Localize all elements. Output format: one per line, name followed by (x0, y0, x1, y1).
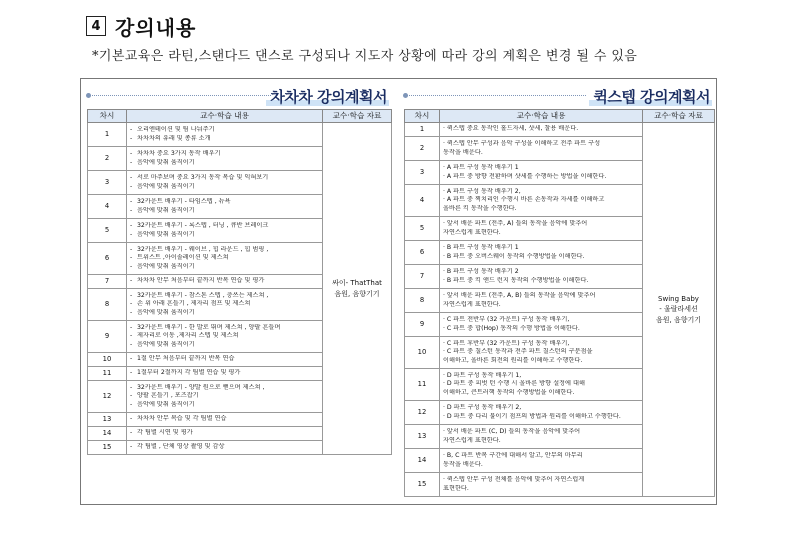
content-line (130, 292, 319, 300)
content-line (130, 300, 319, 308)
content-line-text: · 앞서 배운 파트 (전주, A) 들의 동작을 음악에 맞추어 (443, 220, 588, 228)
content-line-text: 각 팀별 시연 및 평가 (137, 429, 193, 437)
content-line (443, 357, 639, 365)
content-line-text: 음악에 맞춰 움직이기 (137, 158, 195, 166)
lesson-plan-frame (80, 78, 717, 505)
content-line (443, 476, 639, 484)
bullet-mark: - (130, 134, 133, 142)
bullet-mark: - (130, 300, 133, 308)
content-line-text: 차차차 안무 처음부터 끝까지 반복 연습 및 평가 (137, 277, 265, 285)
session-content (127, 219, 323, 243)
quickstep-plan-header (404, 83, 714, 109)
content-line-text: 음악에 맞춰 움직이기 (137, 262, 195, 270)
content-line-text: · D 파트 구성 동작 배우기 2, (443, 404, 522, 412)
session-content (440, 313, 643, 337)
content-line (130, 246, 319, 254)
session-number: 8 (88, 289, 127, 321)
bullet-mark: - (130, 262, 133, 270)
session-content (440, 185, 643, 217)
content-line (443, 253, 639, 261)
content-line-text: · 앞서 배운 파트 (C, D) 들의 동작을 음악에 맞추어 (443, 428, 581, 436)
column-header-content: 교수·학습 내용 (127, 110, 323, 123)
content-line-text: 1절 안무 처음부터 끝까지 반복 연습 (137, 355, 235, 363)
header-dotted-line (406, 95, 586, 96)
session-number: 1 (88, 123, 127, 147)
content-line (130, 324, 319, 332)
content-line-text: · B 파트 중 킥 앤드 런지 동작의 수행방법을 이해한다. (443, 276, 589, 284)
content-line (443, 428, 639, 436)
content-line (130, 429, 319, 437)
content-line (130, 254, 319, 262)
quickstep-plan-title (593, 86, 710, 107)
session-content (127, 289, 323, 321)
bullet-mark: - (130, 222, 133, 230)
session-content (127, 243, 323, 275)
content-line (130, 222, 319, 230)
column-header-content: 교수·학습 내용 (440, 110, 643, 123)
session-number: 3 (405, 161, 440, 185)
session-number: 13 (88, 413, 127, 427)
column-header-material: 교수·학습 자료 (643, 110, 715, 123)
session-number: 13 (405, 425, 440, 449)
content-line (443, 485, 639, 493)
column-header-material: 교수·학습 자료 (323, 110, 392, 123)
column-header-session: 차시 (405, 110, 440, 123)
content-line-text: · B 파트 구성 동작 배우기 2 (443, 268, 519, 276)
content-line-text: 트위스트 ,아이솔레이션 및 제스쳐 (137, 254, 229, 262)
chachacha-plan-title-text: 차차차 강의계획서 (270, 88, 387, 106)
column-header-session: 차시 (88, 110, 127, 123)
session-content (127, 381, 323, 413)
content-line (443, 461, 639, 469)
table-header-row (405, 110, 715, 123)
session-content (127, 275, 323, 289)
content-line-text: · 앞서 배운 파트 (전주, A, B) 들의 동작을 음악에 맞추어 (443, 292, 596, 300)
content-line-text: · B, C 파트 반복 구간에 대해서 알고, 안무의 마무리 (443, 452, 583, 460)
section-number-box: 4 (86, 16, 106, 36)
session-number: 7 (405, 265, 440, 289)
content-line (130, 401, 319, 409)
session-number: 9 (405, 313, 440, 337)
content-line (130, 231, 319, 239)
bullet-mark: - (130, 384, 133, 392)
teaching-material (323, 123, 392, 455)
content-line-text: 이해하고, 큰트러핵 동작의 수행방법을 이해한다. (443, 388, 575, 396)
table-header-row (88, 110, 392, 123)
content-line (443, 380, 639, 388)
session-number: 8 (405, 289, 440, 313)
content-line (443, 340, 639, 348)
content-line-text: 손 위 아래 흔들기 , 제자리 점프 및 제스쳐 (137, 300, 251, 308)
session-number: 14 (405, 449, 440, 473)
bullet-mark: - (130, 400, 133, 408)
session-number: 11 (405, 369, 440, 401)
session-number: 1 (405, 123, 440, 137)
content-line-text: 이해하고, 올바른 회전의 원리를 이해하고 수행한다. (443, 356, 583, 364)
bullet-mark: - (130, 182, 133, 190)
content-line (130, 309, 319, 317)
session-content (440, 123, 643, 137)
content-line (130, 332, 319, 340)
session-number: 15 (88, 441, 127, 455)
content-line (443, 125, 639, 133)
content-line-text: 양팔 흔들기 , 포즈잡기 (137, 392, 199, 400)
session-content (440, 289, 643, 313)
table-row (405, 123, 715, 137)
chachacha-plan-title (270, 86, 387, 107)
content-line-text: 오리엔테이션 및 팀 나눠주기 (137, 126, 215, 134)
quickstep-plan-table (404, 109, 715, 497)
content-line-text: · A 파트 구성 동작 배우기 1 (443, 164, 519, 172)
session-content (127, 195, 323, 219)
content-line-text: · C 파트 중 합(Hop) 동작의 수행 방법을 이해한다. (443, 324, 580, 332)
section-header (86, 12, 196, 40)
session-number: 3 (88, 171, 127, 195)
content-line (443, 173, 639, 181)
material-line: 싸이- ThatThat (332, 279, 382, 287)
content-line (130, 415, 319, 423)
bullet-mark: - (130, 355, 133, 363)
session-content (440, 337, 643, 369)
bullet-mark: - (130, 198, 133, 206)
content-line-text: 음악에 맞춰 움직이기 (137, 230, 195, 238)
session-number: 9 (88, 321, 127, 353)
content-line (443, 205, 639, 213)
content-line (443, 437, 639, 445)
content-line-text: 올바른 킥 동작을 수행한다. (443, 204, 517, 212)
content-line (443, 220, 639, 228)
session-content (127, 353, 323, 367)
content-line (130, 277, 319, 285)
session-number: 12 (405, 401, 440, 425)
session-content (440, 449, 643, 473)
content-line-text: 각 팀별 , 단체 영상 촬영 및 감상 (137, 443, 225, 451)
session-number: 10 (405, 337, 440, 369)
chachacha-plan-table (87, 109, 392, 455)
quickstep-plan-title-text: 퀵스텝 강의계획서 (593, 88, 710, 106)
section-title: 강의내용 (115, 15, 197, 40)
content-line (443, 229, 639, 237)
content-line (130, 443, 319, 451)
chachacha-plan-header (87, 83, 391, 109)
bullet-mark: - (130, 246, 133, 254)
bullet-mark: - (130, 429, 133, 437)
session-number: 2 (88, 147, 127, 171)
table-row (88, 123, 392, 147)
content-line (130, 150, 319, 158)
content-line (130, 263, 319, 271)
bullet-mark: - (130, 332, 133, 340)
session-content (440, 425, 643, 449)
content-line (130, 341, 319, 349)
bullet-mark: - (130, 150, 133, 158)
chachacha-plan-panel (87, 83, 391, 455)
content-line-text: · C 파트 중 칠스턴 동작과 전주 파트 칠스턴의 구분점을 (443, 348, 593, 356)
content-line-text: 차차차의 유래 및 종류 소개 (137, 134, 211, 142)
bullet-mark: - (130, 158, 133, 166)
content-line-text: · C 파트 전반부 (32 카운트) 구성 동작 배우기, (443, 316, 570, 324)
content-line (443, 140, 639, 148)
session-number: 2 (405, 137, 440, 161)
content-line-text: 자연스럽게 표현한다. (443, 228, 501, 236)
session-content (440, 401, 643, 425)
content-line (443, 149, 639, 157)
session-content (440, 473, 643, 497)
content-line (443, 348, 639, 356)
session-number: 5 (405, 217, 440, 241)
content-line-text: 32카운트 배우기 - 록스텝 , 터닝 , 큐반 브레이크 (137, 222, 269, 230)
session-number: 4 (405, 185, 440, 217)
content-line (130, 135, 319, 143)
bullet-mark: - (130, 443, 133, 451)
content-line (130, 159, 319, 167)
content-line (130, 183, 319, 191)
content-line-text: 32카운트 배우기 - 양발 원으로 뻗으며 제스쳐 , (137, 384, 265, 392)
session-number: 6 (405, 241, 440, 265)
content-line (443, 404, 639, 412)
bullet-mark: - (130, 308, 133, 316)
content-line-text: 음악에 맞춰 움직이기 (137, 206, 195, 214)
bullet-mark: - (130, 292, 133, 300)
content-line (443, 325, 639, 333)
content-line-text: 32카운트 배우기 - 한 발로 뛰며 제스쳐 , 양팔 흔들며 (137, 324, 281, 332)
content-line (443, 372, 639, 380)
bullet-mark: - (130, 206, 133, 214)
content-line-text: 차차차 안무 복습 및 각 팀별 연습 (137, 415, 227, 423)
bullet-mark: - (130, 369, 133, 377)
session-content (440, 369, 643, 401)
session-number: 11 (88, 367, 127, 381)
content-line (443, 389, 639, 397)
content-line-text: · 퀵스텝 중요 동작인 홀드자세, 샷세, 찰용 배운다. (443, 125, 579, 133)
content-line-text: 음악에 맞춰 움직이기 (137, 308, 195, 316)
content-line-text: 서로 마주보며 중요 3가지 동작 복습 및 익혀보기 (137, 174, 269, 182)
content-line (130, 369, 319, 377)
bullet-mark: - (130, 340, 133, 348)
session-number: 4 (88, 195, 127, 219)
content-line-text: 32카운트 배우기 - 타임스텝 , 뉴욕 (137, 198, 231, 206)
content-line (130, 207, 319, 215)
content-line-text: 동작을 배운다. (443, 148, 483, 156)
content-line (443, 277, 639, 285)
session-content (440, 161, 643, 185)
session-number: 15 (405, 473, 440, 497)
content-line-text: 표현한다. (443, 484, 469, 492)
session-content (440, 265, 643, 289)
content-line-text: 동작을 배운다. (443, 460, 483, 468)
content-line-text: · D 파트 중 피벗 턴 수행 시 올바른 방향 설정에 대해 (443, 380, 585, 388)
session-content (127, 147, 323, 171)
bullet-mark: - (130, 174, 133, 182)
content-line (130, 384, 319, 392)
content-line-text: 자연스럽게 표현한다. (443, 300, 501, 308)
bullet-mark: - (130, 277, 133, 285)
session-number: 5 (88, 219, 127, 243)
content-line (130, 198, 319, 206)
content-line-text: · A 파트 중 방향 전환하며 샷세를 수행하는 방법을 이해한다. (443, 172, 607, 180)
bullet-mark: - (130, 230, 133, 238)
material-line: 음원, 음향기기 (655, 315, 702, 324)
session-content (440, 137, 643, 161)
content-line (443, 244, 639, 252)
material-line: - 울랄라세션 (659, 305, 698, 314)
content-line-text: · D 파트 구성 동작 배우기 1, (443, 372, 522, 380)
content-line-text: 32카운트 배우기 - 참스톤 스텝 , 충쓰는 제스쳐 , (137, 292, 269, 300)
quickstep-plan-panel (404, 83, 714, 497)
content-line (443, 452, 639, 460)
session-content (440, 217, 643, 241)
content-line (443, 268, 639, 276)
content-line-text: · B 파트 중 오버스웨이 동작의 수행방법을 이해한다. (443, 252, 585, 260)
content-line (443, 316, 639, 324)
content-line-text: · 퀵스텝 안무 구성 전체를 음악에 맞추어 자연스럽게 (443, 476, 585, 484)
material-line: 음원, 음향기기 (334, 289, 380, 298)
session-content (127, 413, 323, 427)
content-line (443, 164, 639, 172)
bullet-mark: - (130, 415, 133, 423)
content-line-text: 자연스럽게 표현한다. (443, 436, 501, 444)
content-line (130, 355, 319, 363)
session-content (127, 171, 323, 195)
content-line-text: · A 파트 중 찍치리인 수행시 바른 손동작과 자세를 이해하고 (443, 196, 605, 204)
session-content (127, 427, 323, 441)
content-line (443, 301, 639, 309)
curriculum-notice: *기본교육은 라틴,스탠다드 댄스로 구성되나 지도자 상황에 따라 강의 계획은 변경 될 수 있음 (92, 49, 638, 64)
bullet-mark: - (130, 126, 133, 134)
content-line-text: · 퀵스텝 안무 구성과 음악 구성을 이해하고 전주 파트 구성 (443, 140, 601, 148)
content-line-text: 32카운트 배우기 - 웨이브 , 힙 라운드 , 힙 범핑 , (137, 246, 269, 254)
session-content (127, 367, 323, 381)
session-number: 6 (88, 243, 127, 275)
session-content (127, 123, 323, 147)
content-line (130, 126, 319, 134)
session-content (127, 441, 323, 455)
material-line: Swing Baby (658, 294, 699, 303)
bullet-mark: - (130, 392, 133, 400)
content-line (130, 392, 319, 400)
content-line-text: · A 파트 구성 동작 배우기 2, (443, 188, 521, 196)
content-line-text: · C 파트 후반부 (32 카운트) 구성 동작 배우기, (443, 340, 570, 348)
session-number: 12 (88, 381, 127, 413)
session-number: 10 (88, 353, 127, 367)
content-line (443, 188, 639, 196)
header-dotted-line (89, 95, 271, 96)
content-line-text: 차차차 중요 3가지 동작 배우기 (137, 150, 221, 158)
content-line-text: 음악에 맞춰 움직이기 (137, 340, 195, 348)
content-line-text: · B 파트 구성 동작 배우기 1 (443, 244, 519, 252)
teaching-material (643, 123, 715, 497)
content-line (443, 292, 639, 300)
session-number: 14 (88, 427, 127, 441)
session-number: 7 (88, 275, 127, 289)
content-line-text: 1절부터 2절까지 각 팀별 연습 및 평가 (137, 369, 241, 377)
bullet-mark: - (130, 254, 133, 262)
content-line-text: 제자리로 이동 ,제자리 스텝 및 제스쳐 (137, 332, 239, 340)
content-line (130, 174, 319, 182)
session-content (440, 241, 643, 265)
session-content (127, 321, 323, 353)
content-line (443, 196, 639, 204)
bullet-mark: - (130, 324, 133, 332)
content-line-text: 음악에 맞춰 움직이기 (137, 182, 195, 190)
content-line-text: · D 파트 중 다리 불이기 점프의 방법과 원리를 이해하고 수행한다. (443, 412, 621, 420)
content-line-text: 음악에 맞춰 움직이기 (137, 400, 195, 408)
content-line (443, 413, 639, 421)
